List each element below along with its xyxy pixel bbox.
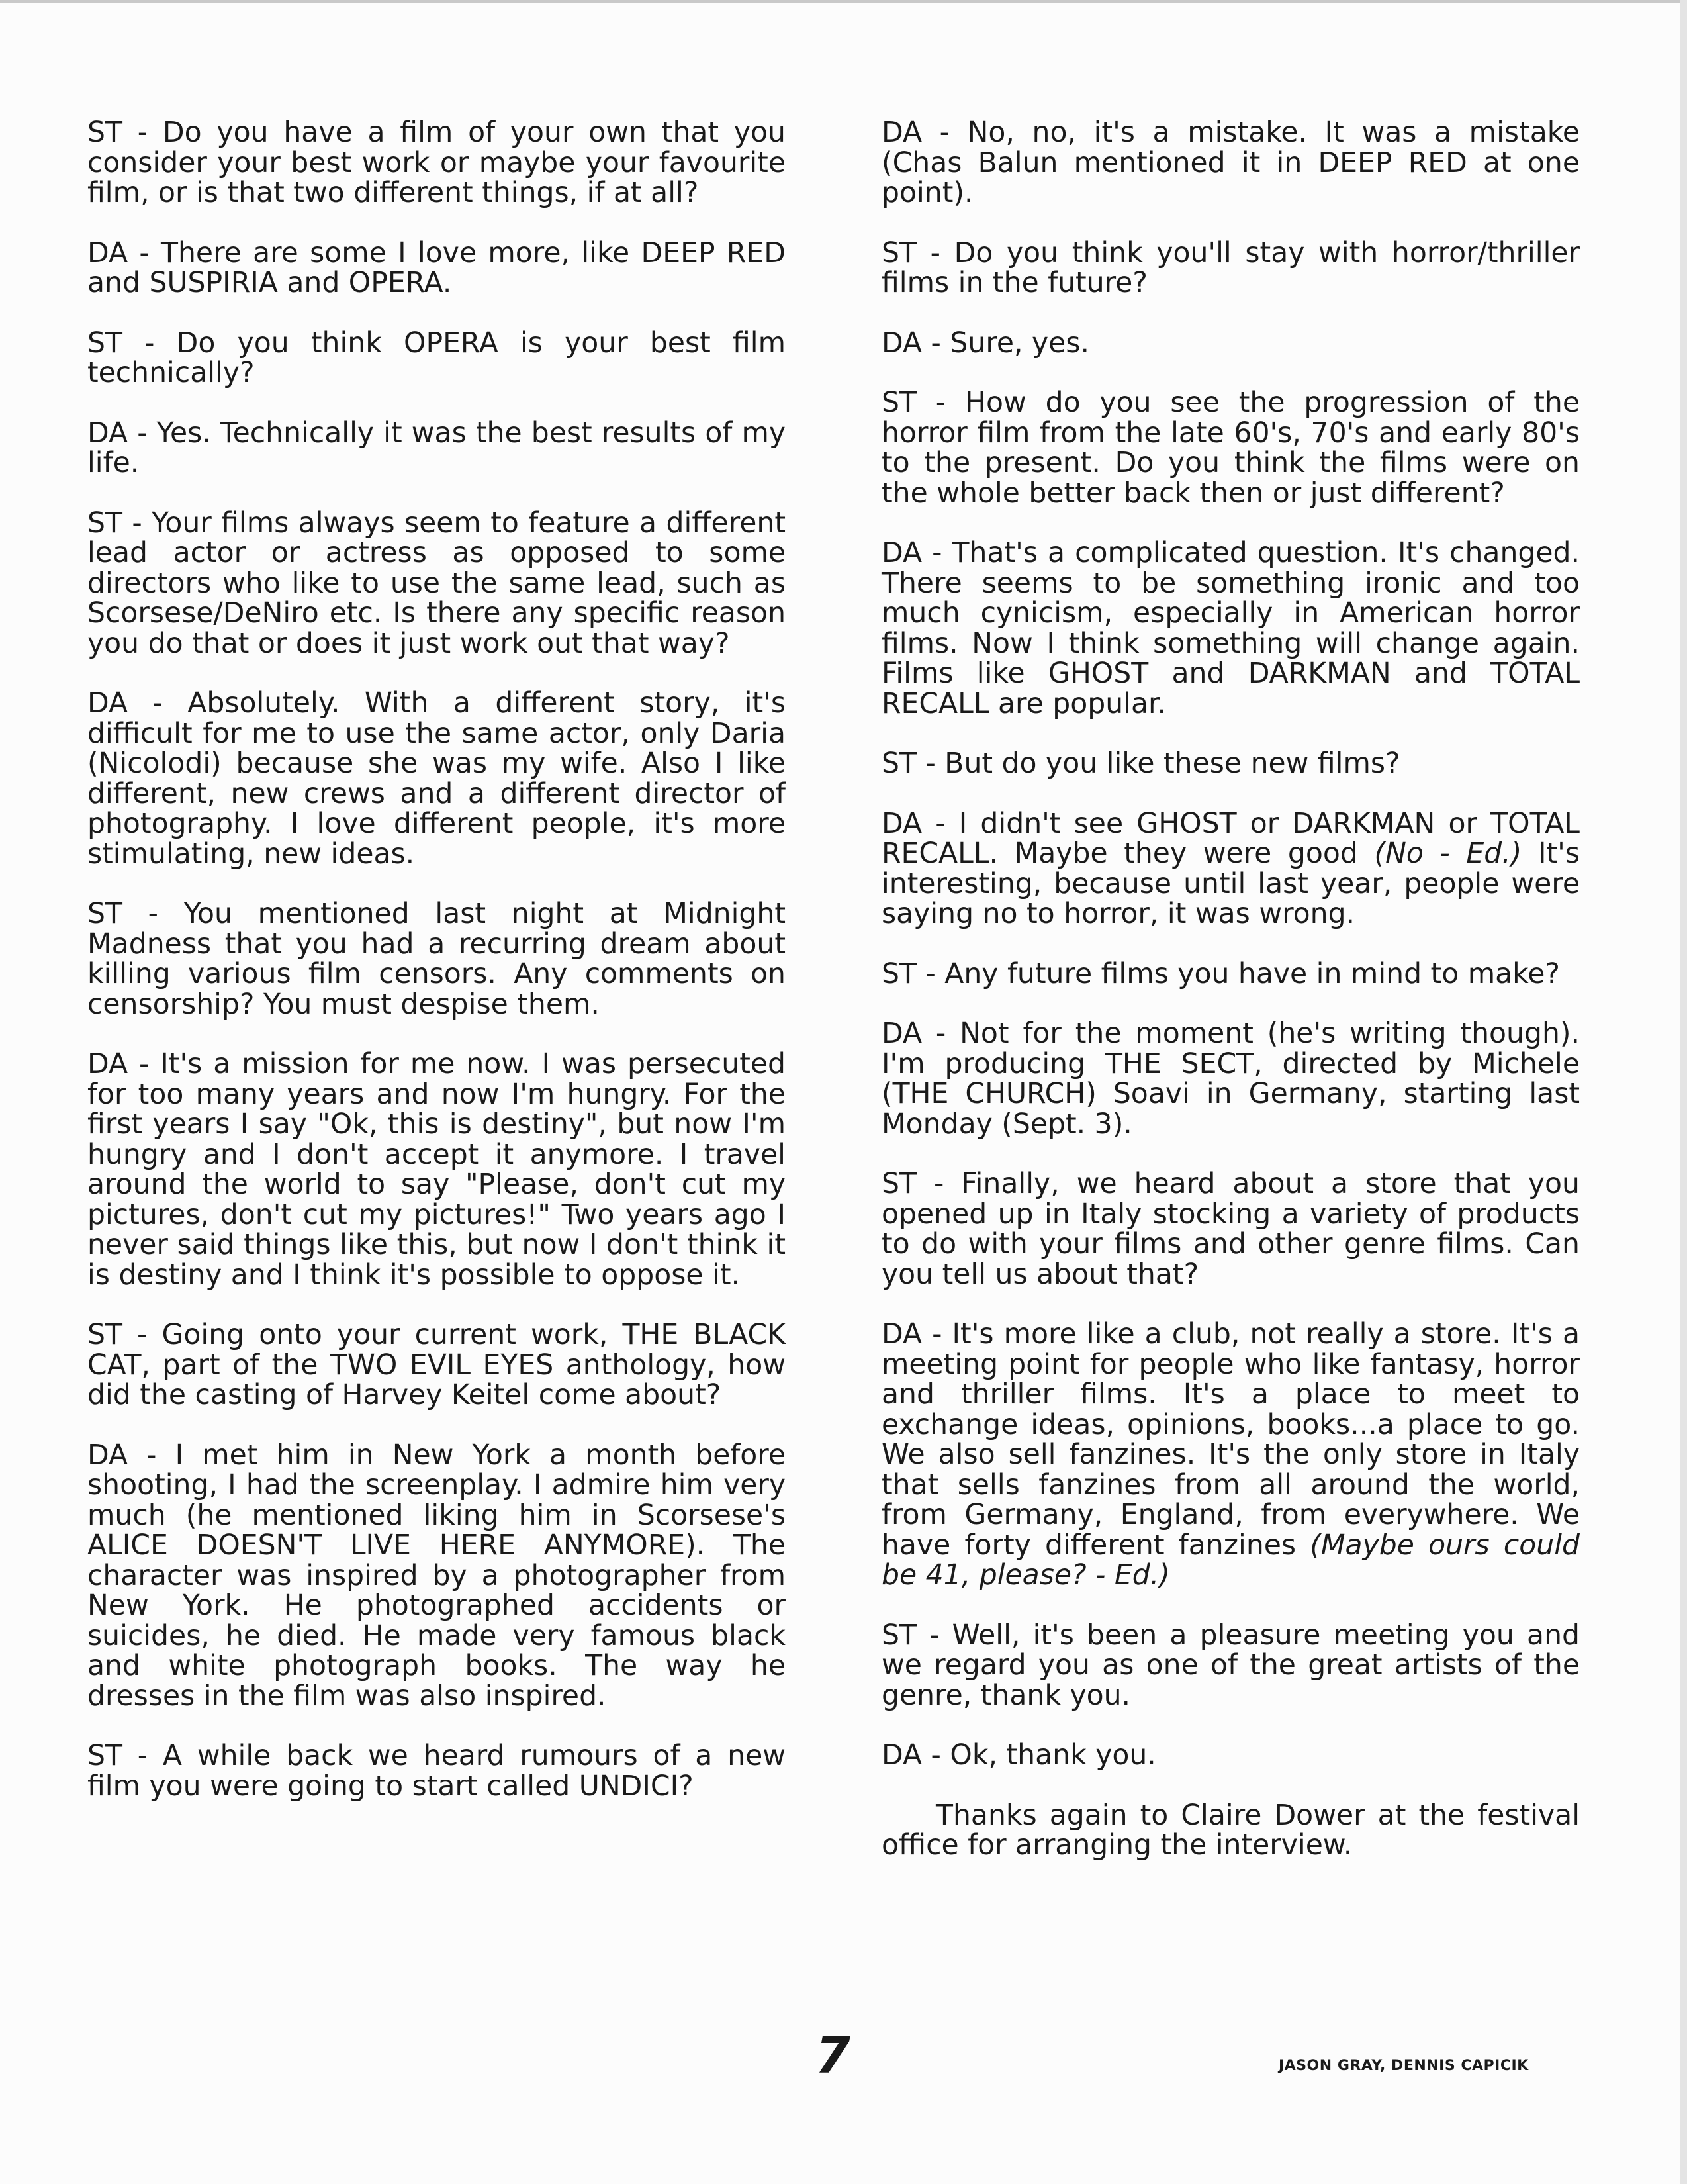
right-paragraph: ST - Finally, we heard about a store that you opened up in Italy stocking a variety of products to do with your films and other genre films. Can you tell us about that?	[882, 1168, 1580, 1291]
left-paragraph: DA - Absolutely. With a different story, it's difficult for me to use the same actor, only Daria (Nicolodi) because she was my wife. Also I like different, new crews and a different director of photography. I love different people, it's more stimulating, new ideas.	[87, 687, 786, 871]
right-paragraph: DA - No, no, it's a mistake. It was a mistake (Chas Balun mentioned it in DEEP RED at one point).	[882, 117, 1580, 209]
left-paragraph: ST - Your films always seem to feature a different lead actor or actress as opposed to some directors who like to use the same lead, such as Scorsese/DeNiro etc. Is there any specific reason you do that or does it just work out that way?	[87, 506, 786, 660]
right-paragraph: DA - Sure, yes.	[882, 326, 1089, 359]
right-paragraph	[882, 1319, 1580, 1591]
author-credits: JASON GRAY, DENNIS CAPICIK	[1279, 2058, 1529, 2074]
left-paragraph: ST - A while back we heard rumours of a new film you were going to start called UNDICI?	[87, 1740, 786, 1803]
right-paragraph	[882, 809, 1580, 929]
paragraph-text: DA - I didn't see GHOST or DARKMAN or TOTAL RECALL. Maybe they were good	[882, 807, 1580, 870]
right-paragraph: ST - Any future films you have in mind to make?	[882, 957, 1560, 990]
left-paragraph: ST - Do you have a film of your own that you consider your best work or maybe your favourite film, or is that two different things, if at all?	[87, 117, 786, 209]
right-paragraph: DA - Ok, thank you.	[882, 1739, 1156, 1772]
right-paragraph: ST - But do you like these new films?	[882, 747, 1400, 780]
right-paragraph: ST - Well, it's been a pleasure meeting you and we regard you as one of the great artists of the genre, thank you.	[882, 1619, 1580, 1712]
left-paragraph: ST - You mentioned last night at Midnight Madness that you had a recurring dream about killing various film censors. Any comments on censorship? You must despise them.	[87, 898, 786, 1021]
thanks-note: Thanks again to Claire Dower at the festival office for arranging the interview.	[882, 1799, 1580, 1862]
right-paragraph: DA - That's a complicated question. It's changed. There seems to be something ironic and too much cynicism, especially in American horror films. Now I think something will change again. Films like GHOST and DARKMAN and TOTAL RECALL are popular.	[882, 537, 1580, 720]
right-column	[882, 118, 1580, 1861]
page-number: 7	[815, 2026, 850, 2085]
editor-note: (Maybe ours could be 41, please? - Ed.)	[882, 1529, 1580, 1591]
scan-edge-top	[0, 0, 1687, 3]
editor-note: (No - Ed.)	[1374, 837, 1522, 870]
scan-edge-right	[1680, 0, 1687, 2184]
right-paragraph: DA - Not for the moment (he's writing though). I'm producing THE SECT, directed by Michele (THE CHURCH) Soavi in Germany, starting last Monday (Sept. 3).	[882, 1018, 1580, 1141]
paragraph-text: It's interesting, because until last year, people were saying no to horror, it was wrong.	[882, 837, 1580, 930]
right-paragraph: ST - Do you think you'll stay with horror/thriller films in the future?	[882, 236, 1580, 299]
left-paragraph: DA - I met him in New York a month before shooting, I had the screenplay. I admire him very much (he mentioned liking him in Scorsese's ALICE DOESN'T LIVE HERE ANYMORE). The character was inspired by a photographer from New York. He photographed accidents or suicides, he died. He made very famous black and white photograph books. The way he dresses in the film was also inspired.	[87, 1439, 786, 1713]
left-paragraph: ST - Do you think OPERA is your best film technically?	[87, 326, 786, 389]
left-paragraph: DA - It's a mission for me now. I was persecuted for too many years and now I'm hungry. For the first years I say "Ok, this is destiny", but now I'm hungry and I don't accept it anymore. I travel around the world to say "Please, don't cut my pictures, don't cut my pictures!" Two years ago I never said things like this, but now I don't think it is destiny and I think it's possible to oppose it.	[87, 1048, 786, 1292]
paragraph-text: DA - It's more like a club, not really a store. It's a meeting point for people who like fantasy, horror and thriller films. It's a place to meet to exchange ideas, opinions, books...a place to go. We also sell fanzines. It's the only store in Italy that sells fanzines from all around the world, from Germany, England, from everywhere. We have forty different fanzines	[882, 1318, 1580, 1562]
left-paragraph: ST - Going onto your current work, THE BLACK CAT, part of the TWO EVIL EYES anthology, how did the casting of Harvey Keitel come about?	[87, 1319, 786, 1411]
left-column	[87, 118, 786, 1831]
left-paragraph: DA - Yes. Technically it was the best results of my life.	[87, 416, 786, 479]
right-paragraph: ST - How do you see the progression of the horror film from the late 60's, 70's and early 80's to the present. Do you think the films were on the whole better back then or just different?	[882, 387, 1580, 510]
left-paragraph: DA - There are some I love more, like DEEP RED and SUSPIRIA and OPERA.	[87, 236, 786, 299]
